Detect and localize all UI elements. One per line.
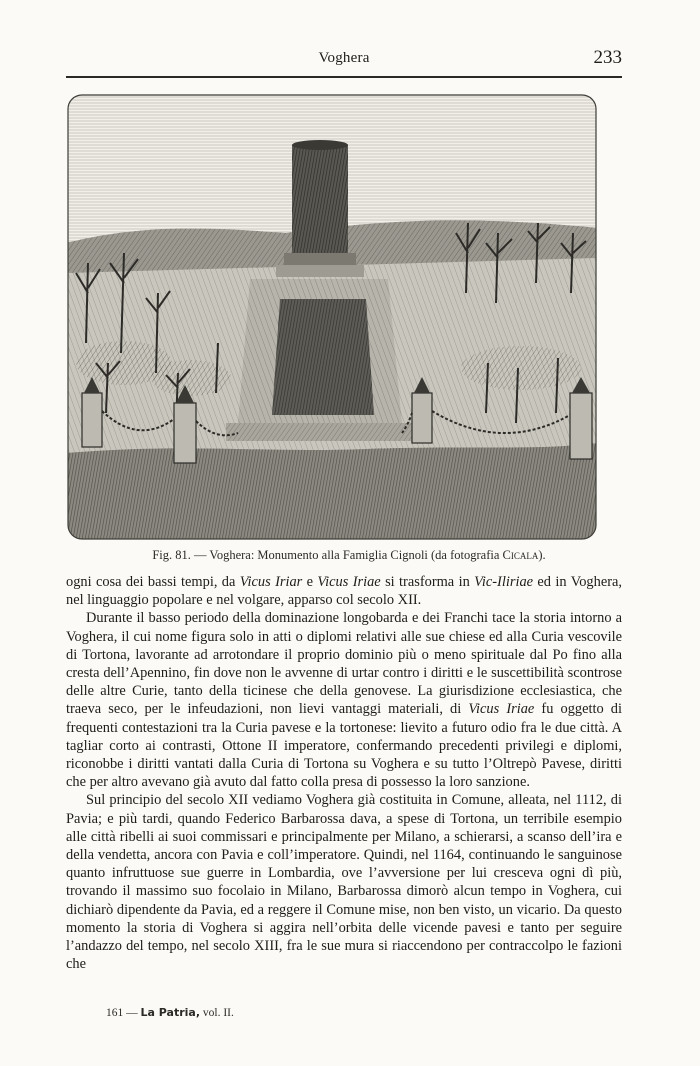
engraving-illustration <box>66 93 598 541</box>
paragraph-2 <box>66 609 622 791</box>
running-head <box>66 47 622 73</box>
p2-italic-vicus-iriae: Vicus Iriae <box>468 701 535 718</box>
p1-italic-vicus-iriae: Vicus Iriae <box>317 574 381 590</box>
caption-text: Fig. 81. — Voghera: Monumento alla Famiglia Cignoli (da fotografia <box>152 548 503 562</box>
caption-end: ). <box>538 548 546 562</box>
p1-italic-vicus-iriar: Vicus Iriar <box>239 574 303 590</box>
printer-signature <box>106 1006 234 1019</box>
paragraph-3: Sul principio del secolo XII vediamo Voghera già costituita in Comune, alleata, nel 1112, di Pavia; e più tardi, quando Federico Barbarossa dava, a spese di Tortona, un terribile esempio alle città ribelli ai suoi commissari e principalmente per Milano, a schierarsi, a scanso dell’ira e della vendetta, ancora con Pavia e coll’imperatore. Quindi, nel 1164, continuando le sanguinose quanto infruttuose sue guerre in Lombardia, ove l’avversione per lui cresceva ogni dì più, trovando il massimo suo focolaio in Milano, Barbarossa dimorò alcun tempo in Voghera, cui dichiarò dipendente da Pavia, ed a reggere il Comune mise, non ben visto, un vicario. Da questo momento la storia di Voghera si aggira nell’orbita delle vicende pavesi e tanto per seguire l’andazzo del tempo, nel secolo XIII, fra le sue mura si riaccendono per contraccolpo le fazioni che <box>66 792 622 973</box>
body-text <box>66 573 622 973</box>
running-title: Voghera <box>318 50 370 66</box>
figure-caption <box>66 548 632 563</box>
header-rule <box>66 76 622 78</box>
caption-source: Cicala <box>502 548 539 562</box>
p2-text-b: fu oggetto di frequenti contestazioni tra la Curia pavese e la tortonese: lievito a futuro odio fra le due città. A tagliar corto ai contrasti, Ottone II imperatore, confermando precedenti privilegi e diplomi, riconobbe i diritti vantati dalla Curia di Tortona su Voghera e su tutto l’Oltrepò Pavese, diritti che per altro avevano già avuto dal fatto colla presa di possesso la loro sanzione. <box>66 701 622 791</box>
signature-number: 161 — <box>106 1007 141 1019</box>
p1-text-a: ogni cosa dei bassi tempi, da <box>66 574 240 590</box>
figure-engraving-monument <box>66 93 598 541</box>
page-number: 233 <box>593 47 622 68</box>
p1-text-d: ed in Voghera, nel linguaggio popolare e nel volgare, apparso col secolo XII. <box>66 574 622 609</box>
p1-text-b: e <box>302 574 318 590</box>
signature-volume: vol. II. <box>200 1007 234 1019</box>
p1-italic-vic-iliriae: Vic-Iliriae <box>474 574 534 590</box>
p2-text-a: Durante il basso periodo della dominazione longobarda e dei Franchi tace la storia intorno a Voghera, il cui nome figura solo in atti o diplomi relativi alle sue chiese ed alla Curia vescovile di Tortona, lavorante ad arrotondare il proprio dominio più o meno spirituale dal Po fino alla cresta dell’Apennino, fin dove non le avvenne di urtar contro i diritti e le suscettibilità scontrose delle altre Curie, tanto della ticinese che della genovese. La giurisdizione ecclesiastica, che traeva seco, per le infeudazioni, non lievi vantaggi materiali, di <box>66 610 622 718</box>
p1-text-c: si trasforma in <box>380 574 475 590</box>
paragraph-1 <box>66 573 622 609</box>
signature-publication: La Patria, <box>140 1006 201 1019</box>
